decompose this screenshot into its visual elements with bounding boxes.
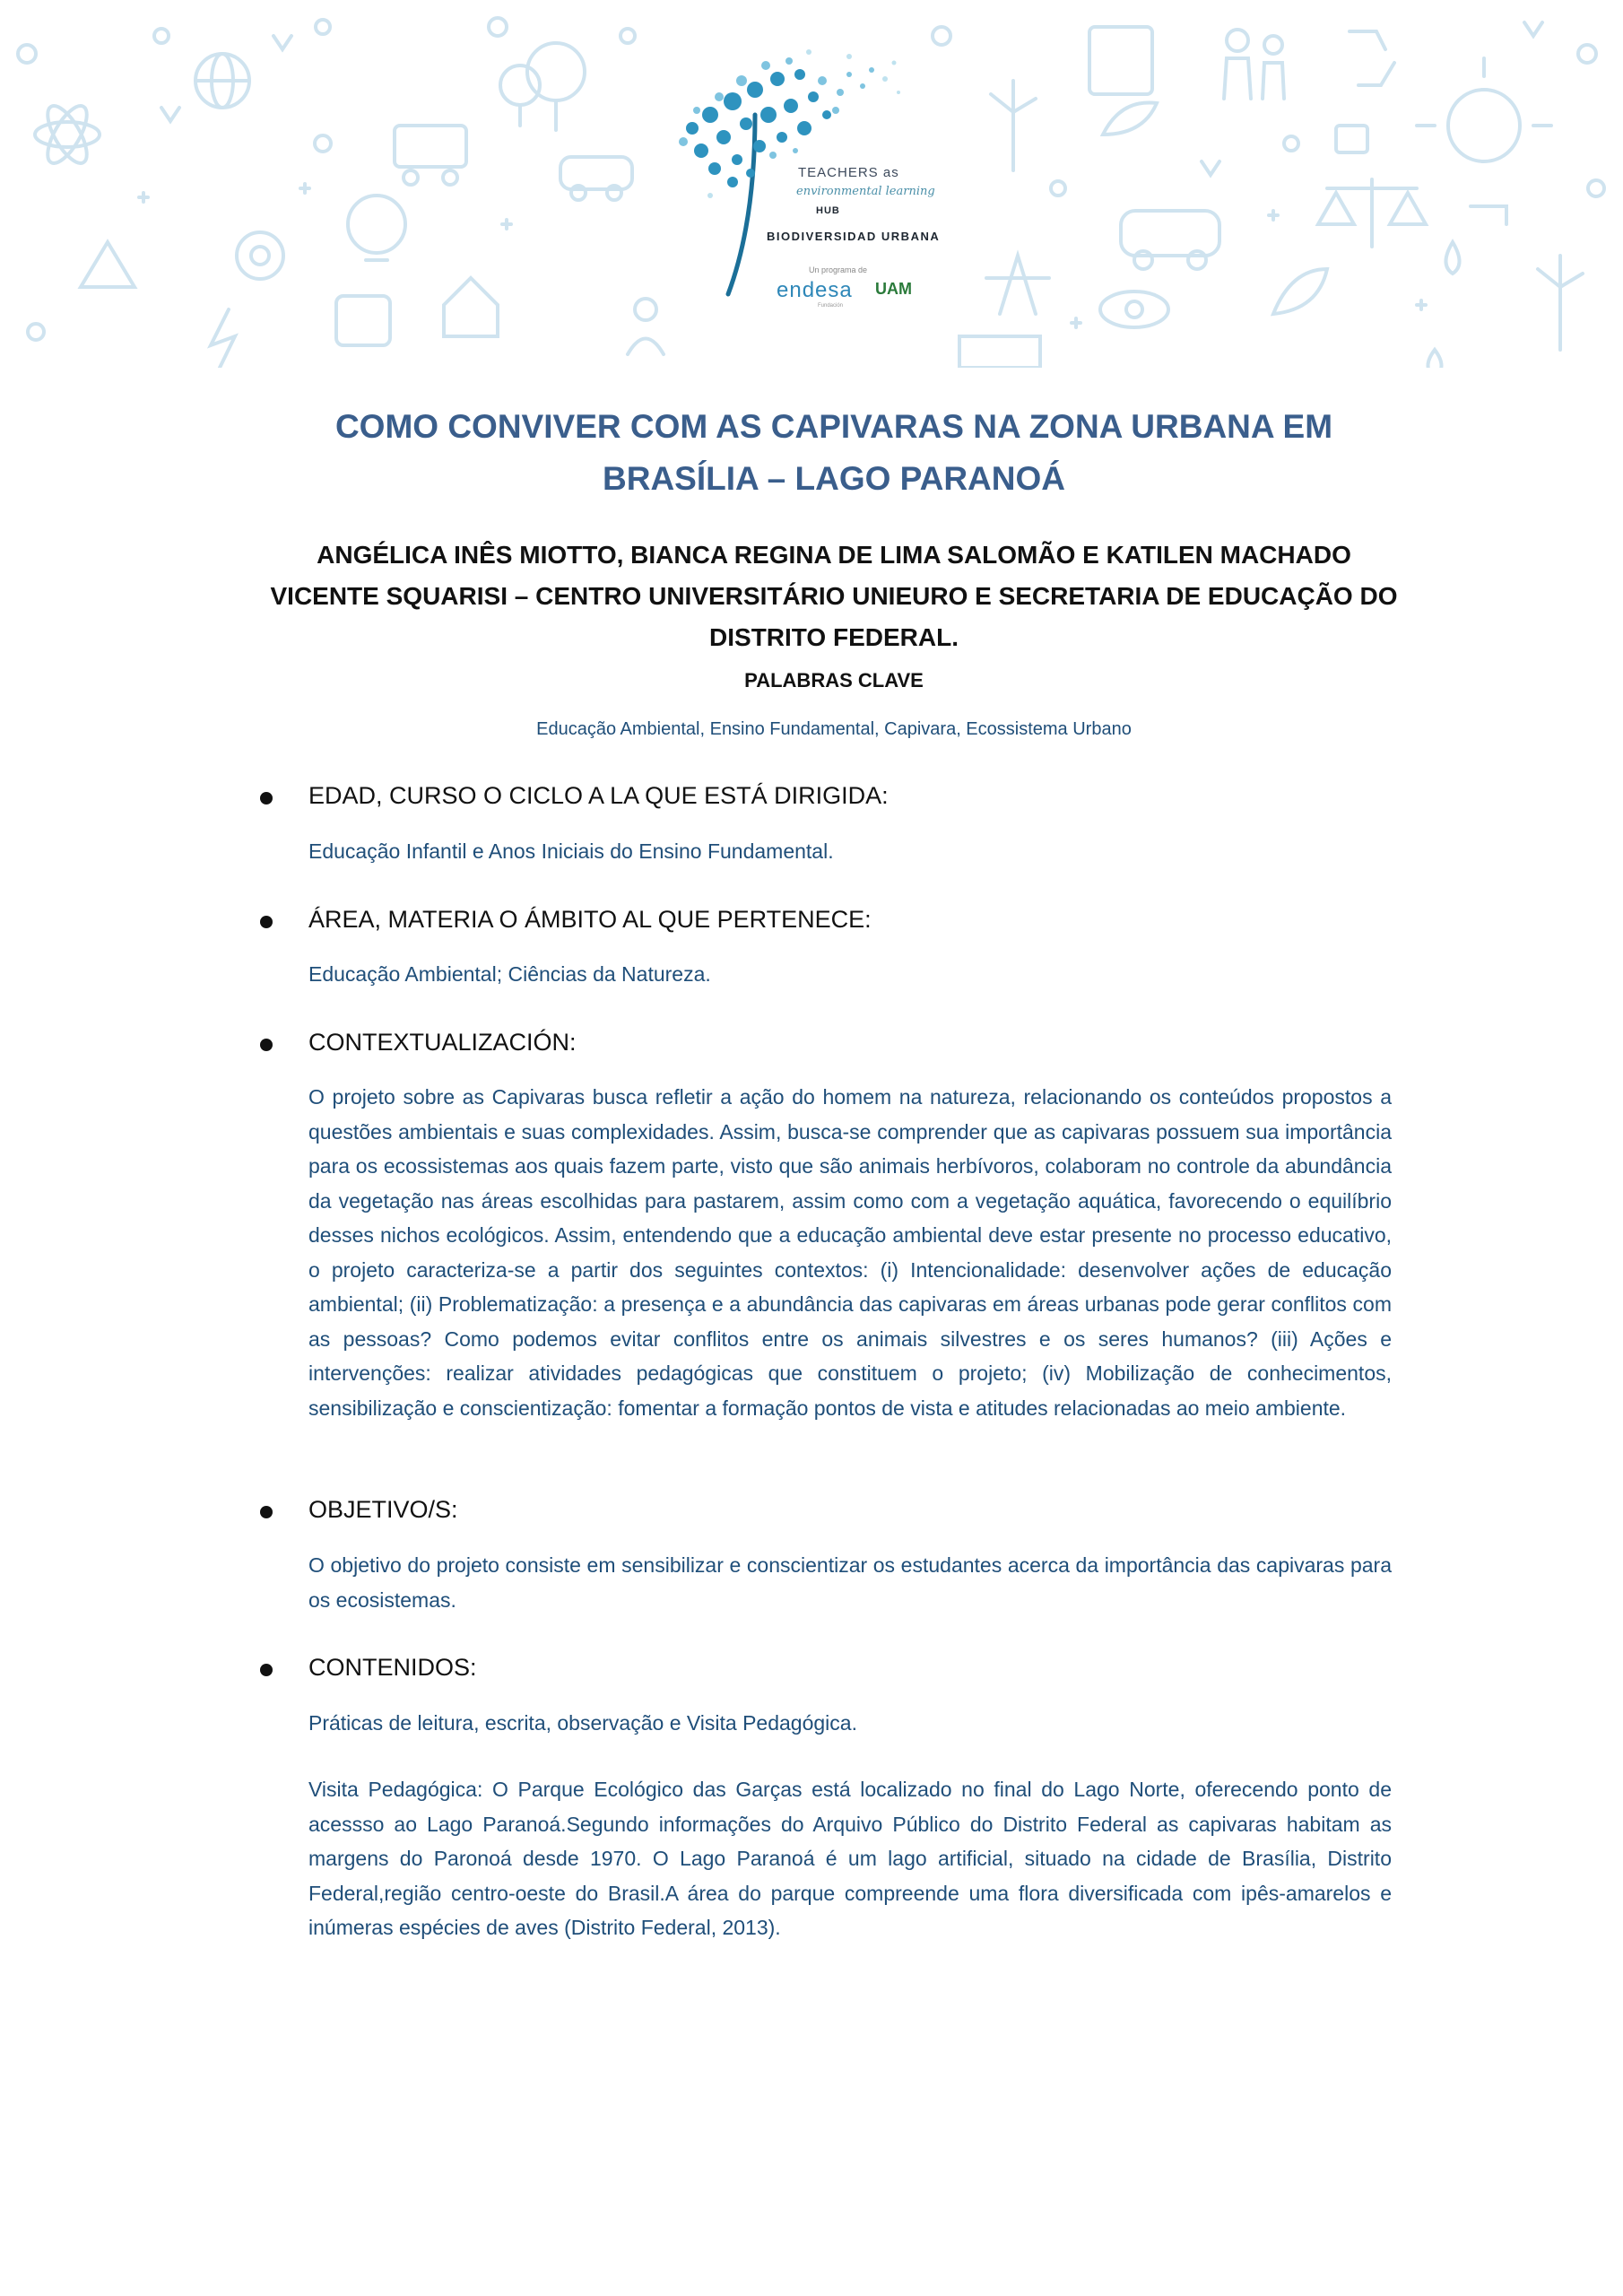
- bullet-icon: [260, 916, 273, 928]
- logo-program-name: BIODIVERSIDAD URBANA: [767, 230, 941, 243]
- document-title: COMO CONVIVER COM AS CAPIVARAS NA ZONA URBANA EM BRASÍLIA – LAGO PARANOÁ: [334, 408, 1333, 497]
- section-heading-objectives: OBJETIVO/S:: [308, 1496, 458, 1523]
- bullet-icon: [260, 792, 273, 804]
- section-heading-area: ÁREA, MATERIA O ÁMBITO AL QUE PERTENECE:: [308, 906, 872, 933]
- keywords-list: Educação Ambiental, Ensino Fundamental, Capivara, Ecossistema Urbano: [536, 719, 1132, 739]
- section-heading-audience: EDAD, CURSO O CICLO A LA QUE ESTÁ DIRIGIDA:: [308, 782, 889, 809]
- bullet-icon: [260, 1039, 273, 1051]
- logo-script-text: environmental learning: [796, 185, 935, 198]
- logo-hub-text: HUB: [816, 205, 840, 216]
- logo-sponsor-label: Un programa de: [809, 265, 868, 274]
- section-text-area: Educação Ambiental; Ciências da Natureza.: [308, 962, 711, 986]
- document-authors: ANGÉLICA INÊS MIOTTO, BIANCA REGINA DE LIMA SALOMÃO E KATILEN MACHADO VICENTE SQUARISI – CENTRO UNIVERSITÁRIO UNIEURO E SECRETARIA DE EDUCAÇÃO DO DISTRITO FEDERAL.: [270, 541, 1398, 651]
- section-heading-contents: CONTENIDOS:: [308, 1654, 477, 1681]
- uam-logo: UAM: [875, 280, 912, 298]
- section-text-context: O projeto sobre as Capivaras busca refletir a ação do homem na natureza, relacionando os conteúdos propostos a questões ambientais e suas complexidades. Assim, busca-se comprender que as capivaras possuem sua importância para os ecossistemas aos quais fazem parte, visto que são animais herbívoros, colaboram no controle da abundância da vegetação nas áreas escolhidas para pastarem, assim como com a vegetação aquática, favorecendo o equilíbrio desses nichos ecológicos. Assim, entendendo que a educação ambiental deve estar presente no processo educativo, o projeto caracteriza-se a partir dos seguintes contextos: (i) Intencionalidade: desenvolver ações de educação ambiental; (ii) Problematização: a presença e a abundância das capivaras em áreas urbanas pode gerar conflitos com as pessoas? Como podemos evitar conflitos entre os animais silvestres e os seres humanos? (iii) Ações e intervenções: realizar atividades pedagógicas que constituem o projeto; (iv) Mobilização de conhecimentos, sensibilização e conscientização: fomentar a formação pontos de vista e atitudes relacionadas ao meio ambiente.: [308, 1085, 1392, 1420]
- section-text-visit: Visita Pedagógica: O Parque Ecológico das Garças está localizado no final do Lago Norte, oferecendo ponto de acessso ao Lago Paranoá.Segundo informações do Arquivo Público do Distrito Federal as capivaras habitam as margens do Paronoá desde 1970. O Lago Paranoá é um lago artificial, situado na cidade de Brasília, Distrito Federal,região centro-oeste do Brasil.A área do parque compreende uma flora diversificada com ipês-amarelos e inúmeras espécies de aves (Distrito Federal, 2013).: [308, 1778, 1392, 1939]
- endesa-logo-sub: Fundación: [818, 303, 844, 309]
- section-text-audience: Educação Infantil e Anos Iniciais do Ensino Fundamental.: [308, 839, 834, 863]
- bullet-icon: [260, 1664, 273, 1676]
- bullet-icon: [260, 1506, 273, 1518]
- keywords-heading: PALABRAS CLAVE: [744, 669, 924, 691]
- section-heading-context: CONTEXTUALIZACIÓN:: [308, 1029, 577, 1056]
- section-text-contents: Práticas de leitura, escrita, observação e Visita Pedagógica.: [308, 1711, 857, 1735]
- section-text-objectives: O objetivo do projeto consiste em sensibilizar e conscientizar os estudantes acerca da importância das capivaras para os ecosistemas.: [308, 1553, 1392, 1612]
- header-banner: [0, 0, 1623, 368]
- logo-teachers-text: TEACHERS as: [798, 165, 899, 180]
- endesa-logo: endesa: [777, 278, 853, 302]
